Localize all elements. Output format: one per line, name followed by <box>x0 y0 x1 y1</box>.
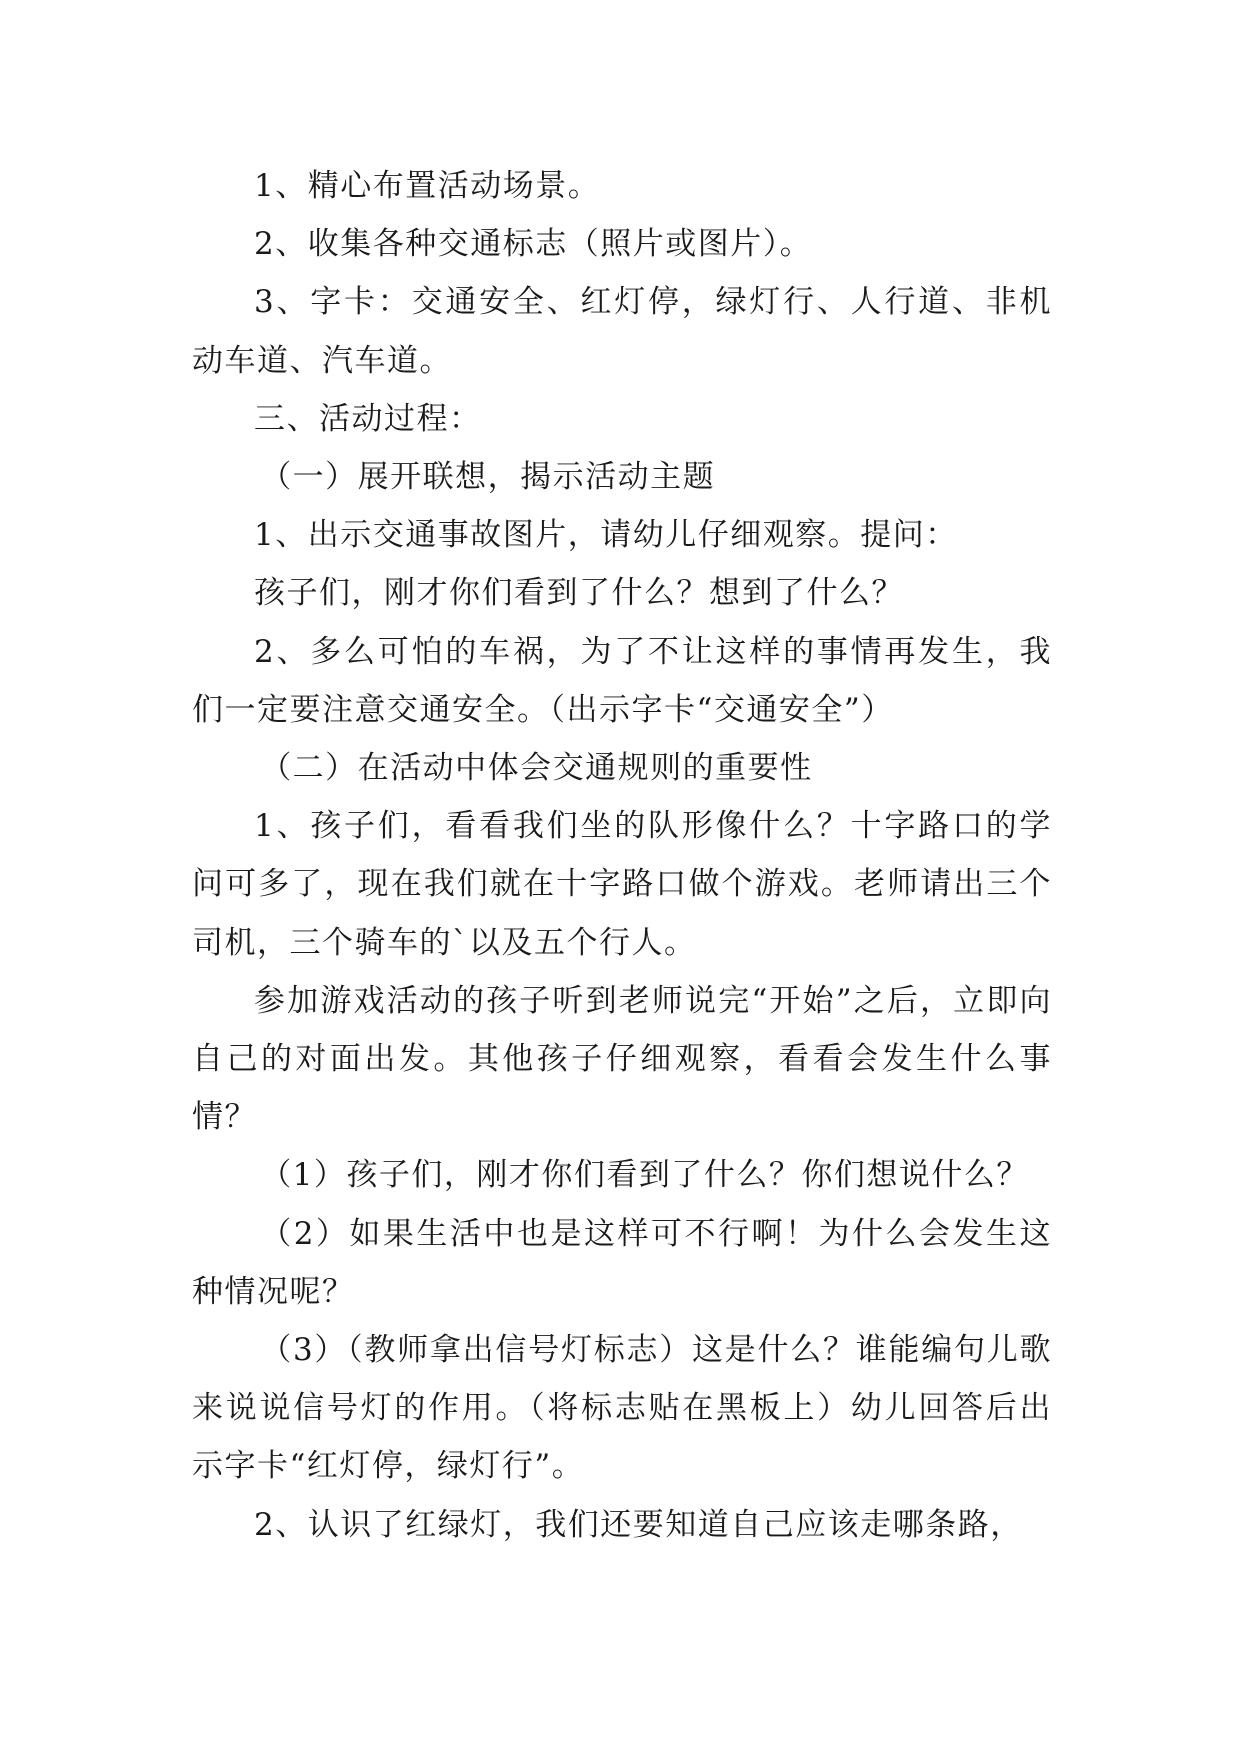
paragraph: 1、精心布置活动场景。 <box>254 168 601 204</box>
question-item: （2）如果生活中也是这样可不行啊！为什么会发生这种情况呢？ <box>192 1215 1052 1310</box>
paragraph: 1、出示交通事故图片，请幼儿仔细观察。提问： <box>254 517 958 554</box>
question-item: （1）孩子们，刚才你们看到了什么？你们想说什么？ <box>260 1157 1029 1194</box>
subsection-heading: （二）在活动中体会交通规则的重要性 <box>260 750 813 787</box>
section-heading: 三、活动过程： <box>254 400 482 437</box>
paragraph: 2、认识了红绿灯，我们还要知道自己应该走哪条路， <box>254 1506 1023 1543</box>
paragraph: 1、孩子们，看看我们坐的队形像什么？十字路口的学问可多了，现在我们就在十字路口做个游戏。老师请出三个司机，三个骑车的`以及五个行人。 <box>192 808 1052 961</box>
paragraph: 3、字卡：交通安全、红灯停，绿灯行、人行道、非机动车道、汽车道。 <box>192 284 1052 379</box>
subsection-heading: （一）展开联想，揭示活动主题 <box>260 459 716 496</box>
question-item: （3）（教师拿出信号灯标志）这是什么？谁能编句儿歌来说说信号灯的作用。（将标志贴在黑板上）幼儿回答后出示字卡“红灯停，绿灯行”。 <box>192 1332 1052 1485</box>
paragraph: 2、多么可怕的车祸，为了不让这样的事情再发生，我们一定要注意交通安全。（出示字卡“交通安全”） <box>192 633 1052 728</box>
paragraph: 2、收集各种交通标志（照片或图片）。 <box>254 226 813 263</box>
document-body <box>192 157 1052 1554</box>
paragraph: 孩子们，刚才你们看到了什么？想到了什么？ <box>254 575 904 612</box>
paragraph: 参加游戏活动的孩子听到老师说完“开始”之后，立即向自己的对面出发。其他孩子仔细观察，看看会发生什么事情？ <box>192 982 1052 1136</box>
